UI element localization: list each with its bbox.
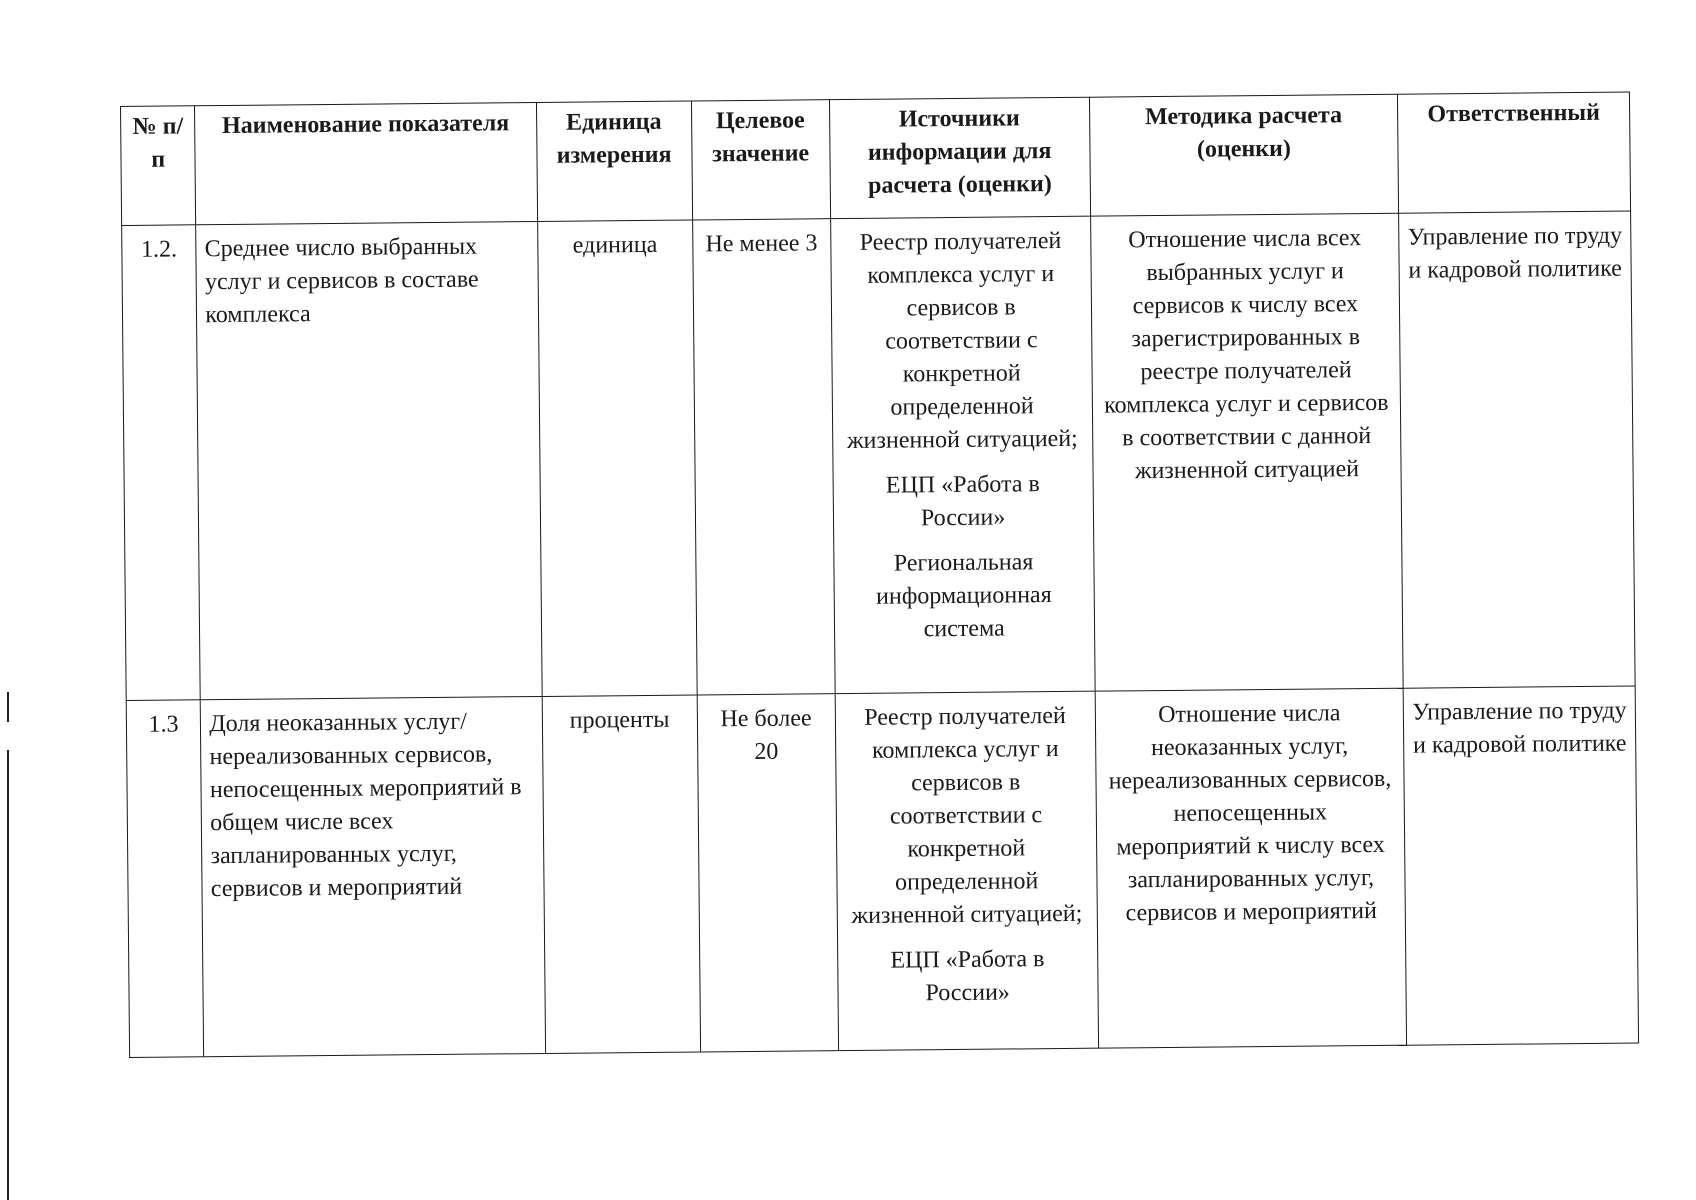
scan-edge-mark	[7, 750, 9, 1200]
indicator-table	[120, 92, 1639, 1058]
table-header-row	[121, 92, 1631, 225]
source-item: Региональная информационная система	[875, 549, 1052, 643]
header-method: Методика расчета (оценки)	[1089, 94, 1398, 216]
header-unit: Единица измерения	[536, 101, 692, 221]
source-item: ЕЦП «Работа в России»	[885, 471, 1040, 532]
table-row	[126, 686, 1638, 1057]
header-target-value: Целевое значение	[691, 100, 830, 220]
source-item: Реестр получателей комплекса услуг и сервисов в соответствии с конкретной определенной жизненной ситуацией;	[851, 702, 1083, 930]
cell-sources	[830, 216, 1095, 693]
cell-number: 1.3	[126, 700, 204, 1058]
source-item: Реестр получателей комплекса услуг и сервисов в соответствии с конкретной определенной жизненной ситуацией;	[846, 227, 1078, 455]
scan-edge-mark	[7, 692, 9, 722]
cell-unit: единица	[537, 220, 697, 696]
header-number: № п/п	[121, 106, 196, 226]
source-item: ЕЦП «Работа в России»	[890, 946, 1045, 1007]
table-row	[122, 211, 1635, 700]
header-sources: Источники информации для расчета (оценки)	[829, 97, 1090, 218]
cell-responsible: Управление по труду и кадровой политике	[1403, 686, 1638, 1045]
cell-indicator-name: Среднее число выбранных услуг и сервисов в составе комплекса	[196, 222, 542, 700]
cell-indicator-name: Доля неоказанных услуг/ нереализованных сервисов, непосещенных мероприятий в общем числе всех запланированных услуг, сервисов и мероприятий	[201, 696, 546, 1056]
cell-sources	[835, 691, 1099, 1050]
header-indicator-name: Наименование показателя	[195, 103, 537, 225]
cell-target-value: Не более 20	[697, 694, 838, 1052]
cell-target-value: Не менее 3	[692, 219, 834, 695]
cell-number: 1.2.	[122, 225, 201, 701]
cell-method: Отношение числа неоказанных услуг, нереализованных сервисов, непосещенных мероприятий к числу всех запланированных услуг, сервисов и мероприятий	[1095, 688, 1407, 1048]
header-responsible: Ответственный	[1398, 92, 1631, 213]
cell-unit: проценты	[542, 695, 701, 1053]
cell-method: Отношение числа всех выбранных услуг и сервисов к числу всех зарегистрированных в реестре получателей комплекса услуг и сервисов в соответствии с данной жизненной ситуацией	[1090, 213, 1403, 691]
cell-responsible: Управление по труду и кадровой политике	[1399, 211, 1635, 688]
